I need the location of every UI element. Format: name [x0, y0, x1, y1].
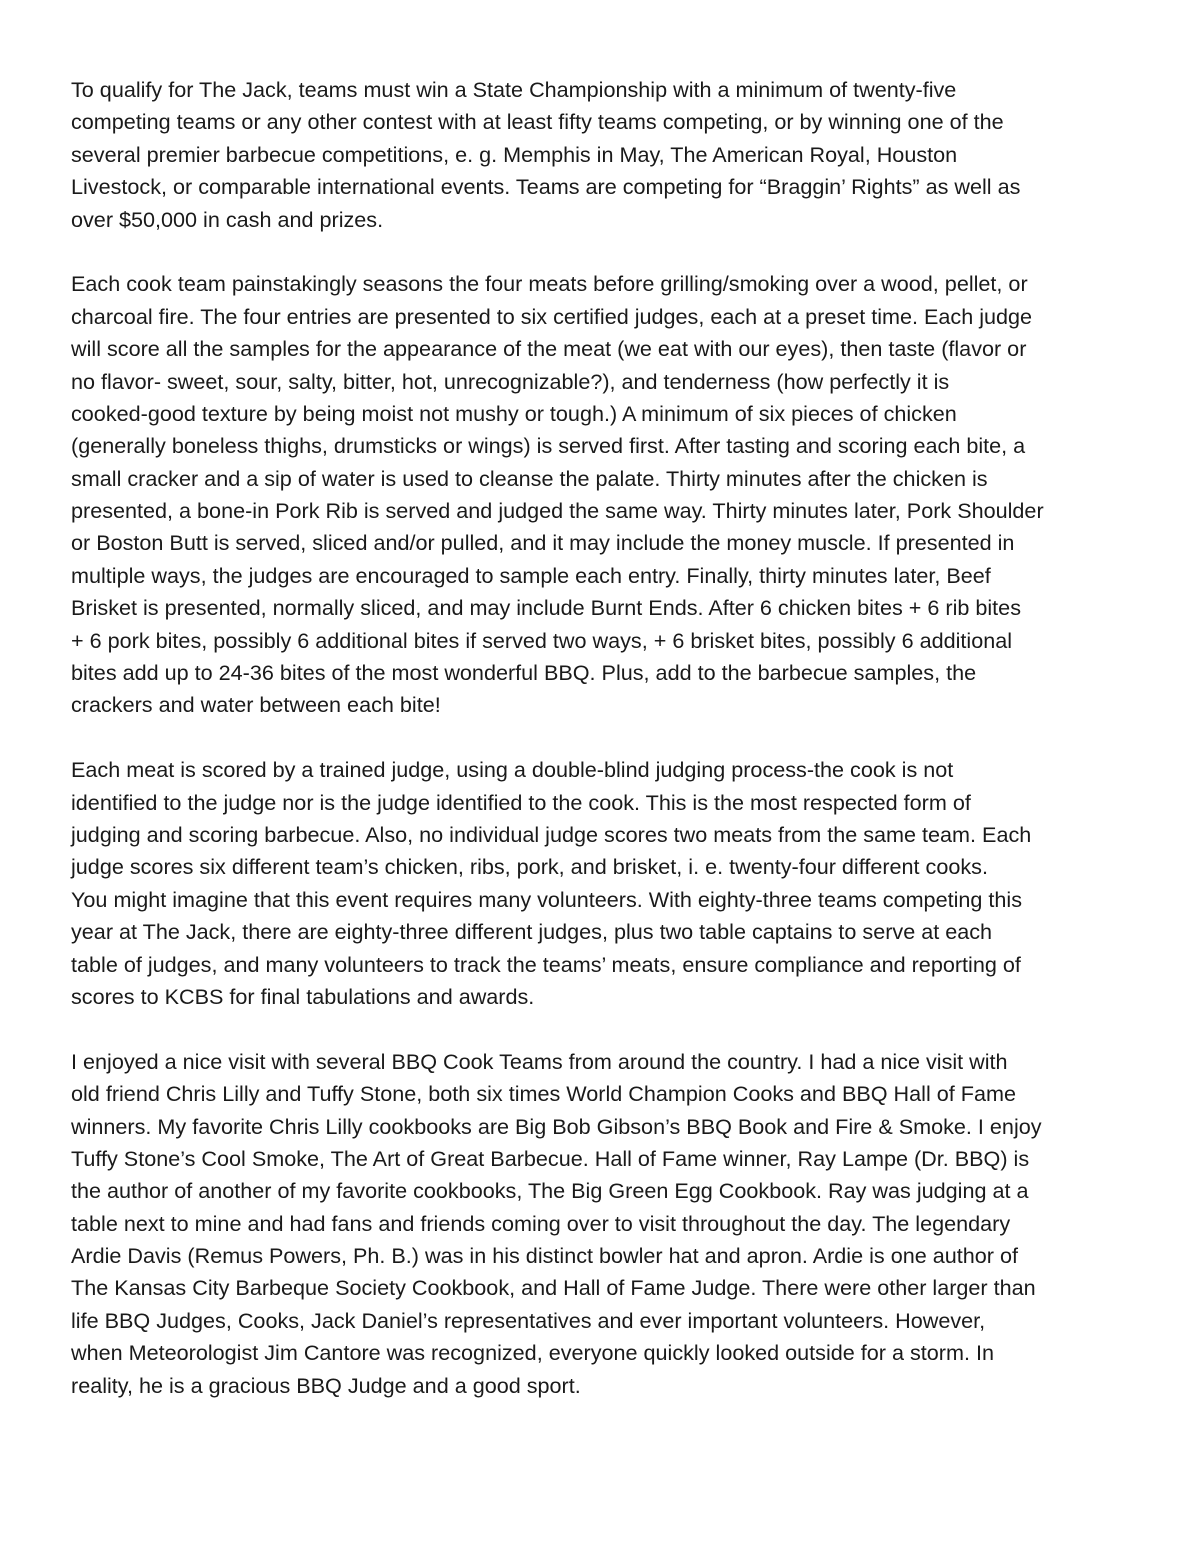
- text-line: To qualify for The Jack, teams must win a State Championship with a minimum of twenty-five: [71, 77, 957, 102]
- text-line: when Meteorologist Jim Cantore was recognized, everyone quickly looked outside for a storm. In: [71, 1340, 994, 1366]
- text-line: year at The Jack, there are eighty-three different judges, plus two table captains to serve at each: [71, 919, 993, 945]
- text-line: Brisket is presented, normally sliced, and may include Burnt Ends. After 6 chicken bites + 6 rib bites: [71, 595, 1021, 621]
- text-line: competing teams or any other contest with at least fifty teams competing, or by winning one of the: [71, 109, 1004, 135]
- text-line: table next to mine and had fans and friends coming over to visit throughout the day. The legendary: [71, 1210, 1011, 1236]
- text-line: Each meat is scored by a trained judge, using a double-blind judging process-the cook is not: [71, 757, 954, 783]
- text-line: old friend Chris Lilly and Tuffy Stone, both six times World Champion Cooks and BBQ Hall of Fame: [71, 1081, 1016, 1107]
- text-line: Ardie Davis (Remus Powers, Ph. B.) was in his distinct bowler hat and apron. Ardie is one author of: [71, 1243, 1018, 1269]
- paragraph-judging-process: [71, 268, 1143, 721]
- text-line: life BBQ Judges, Cooks, Jack Daniel’s representatives and ever important volunteers. However,: [71, 1307, 986, 1333]
- document-page: [71, 74, 1143, 1402]
- text-line: (generally boneless thighs, drumsticks or wings) is served first. After tasting and scoring each bite, a: [71, 433, 1026, 459]
- text-line: Each cook team painstakingly seasons the four meats before grilling/smoking over a wood, pellet, or: [71, 271, 1028, 297]
- text-line: + 6 pork bites, possibly 6 additional bites if served two ways, + 6 brisket bites, possibly 6 additional: [71, 627, 1013, 653]
- text-line: The Kansas City Barbeque Society Cookbook, and Hall of Fame Judge. There were other larger than: [71, 1275, 1036, 1301]
- text-line: Tuffy Stone’s Cool Smoke, The Art of Great Barbecue. Hall of Fame winner, Ray Lampe (Dr. BBQ) is: [71, 1145, 1030, 1171]
- text-line: judging and scoring barbecue. Also, no individual judge scores two meats from the same team. Each: [71, 821, 1032, 847]
- text-line: Livestock, or comparable international events. Teams are competing for “Braggin’ Rights” as well as: [71, 174, 1021, 200]
- text-line: scores to KCBS for final tabulations and awards.: [71, 983, 535, 1009]
- text-line: judge scores six different team’s chicken, ribs, pork, and brisket, i. e. twenty-four different cooks.: [71, 854, 988, 880]
- paragraph-double-blind: [71, 754, 1143, 1013]
- text-line: I enjoyed a nice visit with several BBQ Cook Teams from around the country. I had a nice visit with: [71, 1048, 1008, 1074]
- text-line: reality, he is a gracious BBQ Judge and a good sport.: [71, 1372, 581, 1398]
- text-line: multiple ways, the judges are encouraged to sample each entry. Finally, thirty minutes later, Beef: [71, 562, 991, 588]
- text-line: small cracker and a sip of water is used to cleanse the palate. Thirty minutes after the chicken is: [71, 465, 988, 491]
- paragraph-qualification: [71, 74, 1143, 236]
- text-line: identified to the judge nor is the judge identified to the cook. This is the most respected form of: [71, 789, 971, 815]
- text-line: You might imagine that this event requires many volunteers. With eighty-three teams competing this: [71, 886, 1022, 912]
- text-line: cooked-good texture by being moist not mushy or tough.) A minimum of six pieces of chicken: [71, 400, 957, 426]
- text-line: will score all the samples for the appearance of the meat (we eat with our eyes), then taste (flavor or: [71, 336, 1027, 362]
- text-line: charcoal fire. The four entries are presented to six certified judges, each at a preset time. Each judge: [71, 303, 1033, 329]
- text-line: over $50,000 in cash and prizes.: [71, 206, 384, 232]
- text-line: several premier barbecue competitions, e. g. Memphis in May, The American Royal, Houston: [71, 141, 958, 167]
- text-line: table of judges, and many volunteers to track the teams’ meats, ensure compliance and reporting of: [71, 951, 1021, 977]
- paragraph-visits: [71, 1046, 1143, 1402]
- text-line: crackers and water between each bite!: [71, 692, 441, 718]
- text-line: winners. My favorite Chris Lilly cookbooks are Big Bob Gibson’s BBQ Book and Fire & Smoke. I enjoy: [71, 1113, 1042, 1139]
- text-line: no flavor- sweet, sour, salty, bitter, hot, unrecognizable?), and tenderness (how perfectly it is: [71, 368, 950, 394]
- text-line: or Boston Butt is served, sliced and/or pulled, and it may include the money muscle. If presented in: [71, 530, 1015, 556]
- text-line: the author of another of my favorite cookbooks, The Big Green Egg Cookbook. Ray was judging at a: [71, 1178, 1029, 1204]
- text-line: bites add up to 24-36 bites of the most wonderful BBQ. Plus, add to the barbecue samples, the: [71, 660, 977, 686]
- text-line: presented, a bone-in Pork Rib is served and judged the same way. Thirty minutes later, Pork Shoulder: [71, 498, 1044, 524]
